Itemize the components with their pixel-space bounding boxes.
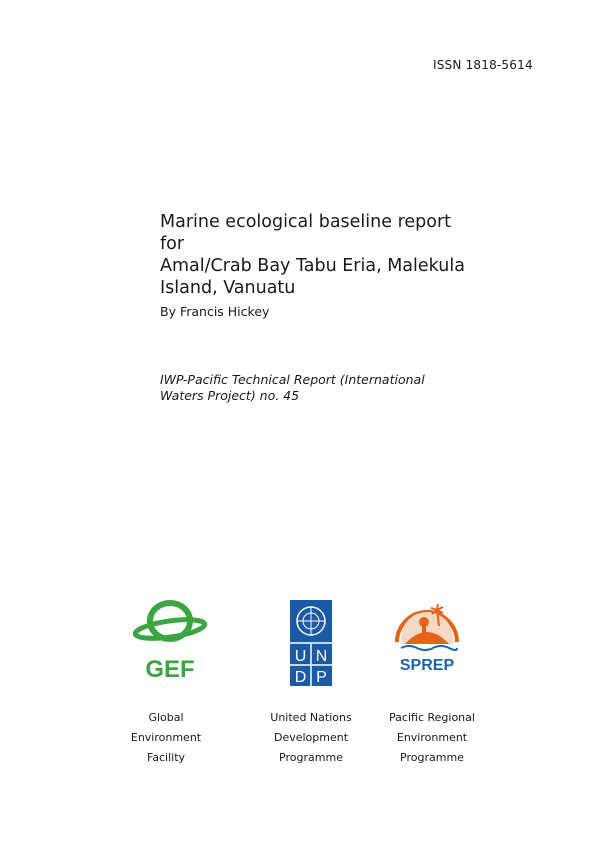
series-line: IWP-Pacific Technical Report (International — [160, 372, 425, 387]
caption-line: Environment — [396, 731, 468, 744]
caption-line: United Nations — [270, 711, 352, 724]
undp-caption — [251, 708, 371, 768]
report-title-line: Marine ecological baseline report for — [160, 212, 452, 254]
undp-letter: U — [294, 648, 307, 665]
gef-logo — [132, 599, 208, 681]
sprep-island-logo-icon — [391, 598, 463, 676]
report-title-line: Island, Vanuatu — [160, 278, 296, 298]
gef-wordmark: GEF — [145, 656, 195, 681]
caption-line: Facility — [146, 751, 186, 764]
series-statement — [160, 372, 425, 404]
caption-line: Programme — [279, 751, 343, 764]
caption-line: Development — [273, 731, 349, 744]
series-line: Waters Project) no. 45 — [160, 388, 300, 403]
gef-globe-logo-icon — [132, 599, 208, 681]
sprep-wordmark: SPREP — [399, 657, 455, 674]
undp-letter: D — [294, 669, 307, 686]
gef-caption — [106, 708, 226, 768]
report-title-line: Amal/Crab Bay Tabu Eria, Malekula — [160, 256, 465, 276]
caption-line: Pacific Regional — [389, 711, 475, 724]
author-line: By Francis Hickey — [160, 304, 270, 319]
undp-logo — [290, 600, 332, 686]
un-emblem-icon — [290, 600, 332, 686]
sprep-caption — [372, 708, 492, 768]
undp-letter: N — [315, 648, 328, 665]
caption-line: Programme — [400, 751, 464, 764]
report-title — [160, 211, 480, 299]
caption-line: Global — [148, 711, 184, 724]
sprep-logo — [391, 598, 463, 676]
caption-line: Environment — [130, 731, 202, 744]
undp-letter: P — [316, 669, 327, 686]
issn-number: ISSN 1818-5614 — [433, 58, 533, 72]
